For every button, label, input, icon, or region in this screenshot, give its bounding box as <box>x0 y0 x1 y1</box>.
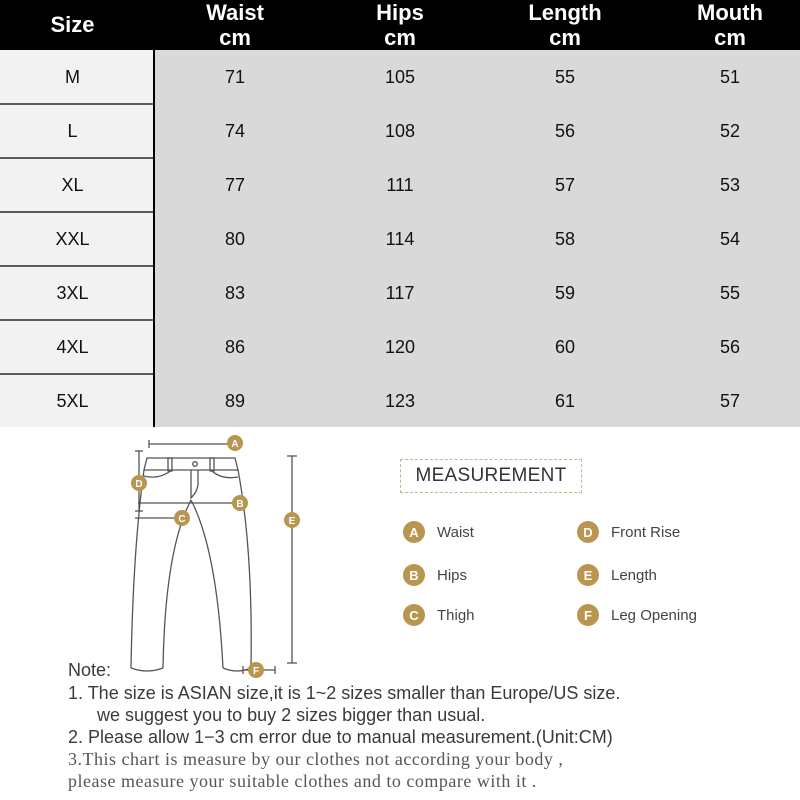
note-line-2: 2. Please allow 1−3 cm error due to manual measurement.(Unit:CM) <box>68 727 613 747</box>
cell-length: 58 <box>554 229 576 249</box>
svg-text:C: C <box>178 514 186 525</box>
badge-d-icon: D <box>577 521 599 543</box>
cell-waist: 77 <box>224 175 246 195</box>
table-row <box>0 212 800 266</box>
svg-text:F: F <box>252 666 260 677</box>
cell-waist: 86 <box>224 337 246 357</box>
badge-b-icon: B <box>403 564 425 586</box>
cell-length: 61 <box>554 391 576 411</box>
legend-label: Leg Opening <box>611 606 697 624</box>
cell-length: 59 <box>554 283 576 303</box>
table-row <box>0 104 800 158</box>
cell-size: XXL <box>55 229 90 249</box>
header-mouth: Mouth cm <box>697 0 763 50</box>
cell-size: XL <box>61 175 84 195</box>
cell-hips: 117 <box>385 283 415 303</box>
note-line-1: 1. The size is ASIAN size,it is 1~2 sizes smaller than Europe/US size. <box>68 683 621 703</box>
svg-text:D: D <box>135 479 143 490</box>
table-row <box>0 158 800 212</box>
legend-item-leg-opening <box>577 603 697 627</box>
table-row <box>0 266 800 320</box>
legend-item-length <box>577 563 657 587</box>
table-row <box>0 50 800 104</box>
legend-label: Thigh <box>437 606 475 624</box>
cell-hips: 105 <box>384 67 416 87</box>
cell-mouth: 51 <box>719 67 741 87</box>
legend-label: Front Rise <box>611 523 681 541</box>
header-length: Length cm <box>528 0 602 50</box>
badge-f-icon: F <box>577 604 599 626</box>
cell-length: 55 <box>554 67 576 87</box>
cell-mouth: 55 <box>719 283 741 303</box>
cell-mouth: 57 <box>719 391 741 411</box>
table-header <box>0 0 800 50</box>
note-line-3: 3.This chart is measure by our clothes not according your body , <box>68 749 564 769</box>
cell-size: M <box>65 67 80 87</box>
cell-waist: 74 <box>224 121 246 141</box>
legend-item-waist <box>403 520 474 544</box>
cell-hips: 114 <box>385 229 415 249</box>
header-waist: Waist cm <box>206 0 264 50</box>
table-row <box>0 374 800 428</box>
cell-hips: 120 <box>384 337 416 357</box>
note-line-1b: we suggest you to buy 2 sizes bigger than usual. <box>97 705 486 725</box>
legend-label: Hips <box>437 566 468 584</box>
svg-text:B: B <box>236 499 244 510</box>
table-row <box>0 320 800 374</box>
cell-length: 57 <box>554 175 576 195</box>
cell-hips: 108 <box>384 121 416 141</box>
badge-e-icon: E <box>577 564 599 586</box>
cell-mouth: 54 <box>719 229 741 249</box>
cell-hips: 111 <box>386 175 414 195</box>
cell-waist: 89 <box>224 391 246 411</box>
cell-size: L <box>67 121 78 141</box>
legend-label: Waist <box>437 523 474 541</box>
header-hips: Hips cm <box>376 0 424 50</box>
cell-waist: 71 <box>224 67 246 87</box>
note-heading: Note: <box>68 660 112 680</box>
cell-length: 60 <box>554 337 576 357</box>
cell-size: 3XL <box>56 283 89 303</box>
cell-mouth: 56 <box>719 337 741 357</box>
cell-mouth: 52 <box>719 121 741 141</box>
svg-text:A: A <box>231 439 239 450</box>
cell-hips: 123 <box>384 391 416 411</box>
cell-length: 56 <box>554 121 576 141</box>
badge-a-icon: A <box>403 521 425 543</box>
header-size: Size <box>50 12 95 37</box>
cell-waist: 83 <box>224 283 246 303</box>
cell-size: 4XL <box>56 337 89 357</box>
svg-text:E: E <box>288 516 296 527</box>
legend-label: Length <box>611 566 657 584</box>
legend-item-hips <box>403 563 467 587</box>
pants-outline-icon <box>125 430 315 680</box>
pants-diagram <box>125 430 315 680</box>
cell-waist: 80 <box>224 229 246 249</box>
badge-c-icon: C <box>403 604 425 626</box>
note-line-3b: please measure your suitable clothes and to compare with it . <box>68 771 537 791</box>
legend-item-front-rise <box>577 520 680 544</box>
legend-item-thigh <box>403 603 475 627</box>
measurement-title: MEASUREMENT <box>400 459 582 493</box>
cell-size: 5XL <box>56 391 89 411</box>
cell-mouth: 53 <box>719 175 741 195</box>
